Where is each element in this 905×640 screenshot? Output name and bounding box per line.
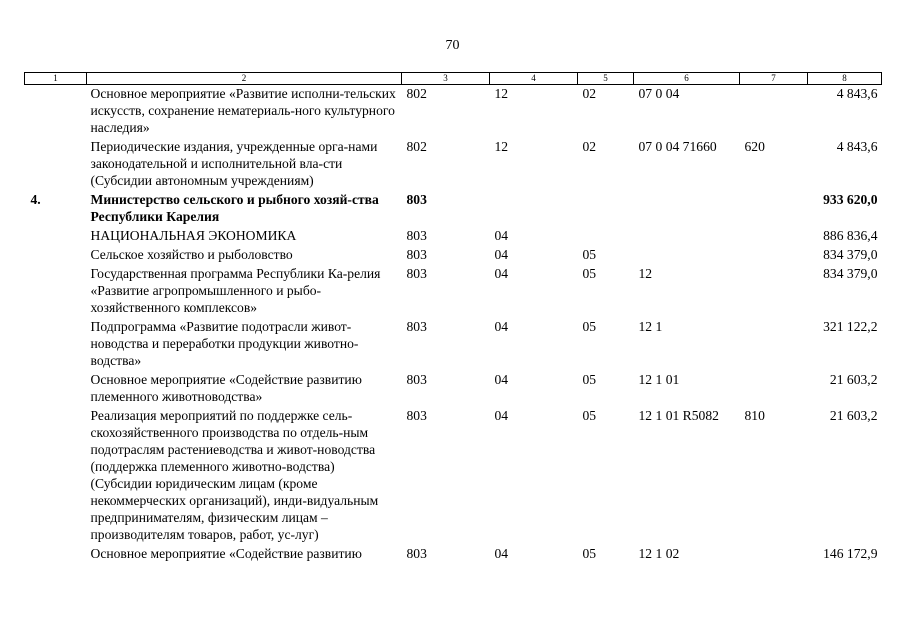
ministry-code-cell: 803 [406, 228, 427, 243]
table-row [25, 265, 882, 318]
column-header: 5 [578, 73, 634, 85]
table-body [25, 85, 882, 565]
table-row [25, 407, 882, 545]
table-row [25, 138, 882, 191]
section-code-cell: 04 [494, 546, 509, 561]
item-name-cell: Периодические издания, учрежденные орга-нами законодательной и исполнительной вла-сти (Субсидии автономным учреждениям) [90, 139, 378, 188]
item-name-cell: Основное мероприятие «Содействие развитию [90, 546, 362, 561]
column-header: 3 [402, 73, 490, 85]
table-row [25, 227, 882, 246]
subsection-code-cell: 05 [582, 319, 597, 334]
row-number-cell [25, 407, 87, 545]
row-number-cell [25, 265, 87, 318]
amount-cell: 146 172,9 [823, 546, 878, 561]
section-code-cell: 04 [494, 228, 509, 243]
target-article-cell: 12 1 [638, 319, 663, 334]
ministry-code-cell: 803 [406, 408, 427, 423]
section-code-cell: 04 [494, 319, 509, 334]
row-number-cell [25, 318, 87, 371]
target-article-cell [634, 227, 740, 246]
expense-type-cell [740, 265, 808, 318]
row-number-cell [25, 138, 87, 191]
amount-cell: 834 379,0 [823, 247, 878, 262]
subsection-code-cell [578, 191, 634, 227]
table-row [25, 246, 882, 265]
row-number-cell [25, 227, 87, 246]
target-article-cell: 12 1 01 R5082 [638, 408, 719, 423]
subsection-code-cell: 05 [582, 266, 597, 281]
subsection-code-cell [578, 227, 634, 246]
item-name-cell: Подпрограмма «Развитие подотрасли живот-новодства и переработки продукции животно-водства» [90, 319, 359, 368]
expense-type-cell: 810 [744, 408, 765, 423]
section-code-cell [490, 191, 578, 227]
expense-type-cell: 620 [744, 139, 765, 154]
target-article-cell: 12 1 02 [638, 546, 680, 561]
item-name-cell: Государственная программа Республики Ка-релия «Развитие агропромышленного и рыбо-хозяйственного комплексов» [90, 266, 381, 315]
row-number-cell [25, 246, 87, 265]
subsection-code-cell: 05 [582, 546, 597, 561]
item-name-cell: Основное мероприятие «Развитие исполни-тельских искусств, сохранение нематериаль-ного культурного наследия» [90, 86, 396, 135]
amount-cell: 21 603,2 [829, 408, 878, 423]
column-header: 2 [87, 73, 402, 85]
target-article-cell: 12 1 01 [638, 372, 680, 387]
ministry-code-cell: 803 [406, 247, 427, 262]
expense-type-cell [740, 371, 808, 407]
section-code-cell: 04 [494, 247, 509, 262]
page-number: 70 [445, 38, 460, 53]
section-code-cell: 12 [494, 139, 509, 154]
amount-cell: 834 379,0 [823, 266, 878, 281]
amount-cell: 933 620,0 [823, 192, 878, 207]
section-code-cell: 04 [494, 372, 509, 387]
column-number-header [25, 73, 882, 85]
budget-table [24, 72, 882, 564]
table-row [25, 85, 882, 139]
row-number-cell [25, 545, 87, 564]
item-name-cell: НАЦИОНАЛЬНАЯ ЭКОНОМИКА [90, 228, 297, 243]
column-header: 7 [740, 73, 808, 85]
amount-cell: 4 843,6 [836, 139, 878, 154]
target-article-cell [634, 191, 740, 227]
item-name-cell: Реализация мероприятий по поддержке сель-скохозяйственного производства по отдель-ным подотраслям растениеводства и живот-новодства (поддержка племенного животно-водства) (Субсидии юридическим лицам (кроме некоммерческих организаций), инди-видуальным предпринимателям, физическим лицам – производителям товаров, работ, ус-луг) [90, 408, 379, 542]
column-header: 6 [634, 73, 740, 85]
expense-type-cell [740, 246, 808, 265]
expense-type-cell [740, 227, 808, 246]
section-code-cell: 04 [494, 266, 509, 281]
ministry-code-cell: 803 [406, 372, 427, 387]
subsection-code-cell: 02 [582, 139, 597, 154]
section-code-cell: 12 [494, 86, 509, 101]
subsection-code-cell: 05 [582, 408, 597, 423]
row-number-cell: 4. [30, 192, 41, 207]
expense-type-cell [740, 191, 808, 227]
amount-cell: 4 843,6 [836, 86, 878, 101]
target-article-cell [634, 246, 740, 265]
expense-type-cell [740, 318, 808, 371]
column-header: 4 [490, 73, 578, 85]
row-number-cell [25, 371, 87, 407]
amount-cell: 886 836,4 [823, 228, 878, 243]
table-row [25, 191, 882, 227]
item-name-cell: Основное мероприятие «Содействие развитию племенного животноводства» [90, 372, 362, 404]
ministry-code-cell: 803 [406, 319, 427, 334]
column-header: 1 [25, 73, 87, 85]
row-number-cell [25, 85, 87, 139]
ministry-code-cell: 802 [406, 139, 427, 154]
amount-cell: 321 122,2 [823, 319, 878, 334]
column-header: 8 [808, 73, 882, 85]
subsection-code-cell: 02 [582, 86, 597, 101]
ministry-code-cell: 803 [406, 192, 427, 207]
subsection-code-cell: 05 [582, 247, 597, 262]
table-row [25, 318, 882, 371]
table-row [25, 371, 882, 407]
expense-type-cell [740, 85, 808, 139]
section-code-cell: 04 [494, 408, 509, 423]
target-article-cell: 12 [638, 266, 653, 281]
ministry-code-cell: 803 [406, 546, 427, 561]
item-name-cell: Сельское хозяйство и рыболовство [90, 247, 293, 262]
ministry-code-cell: 803 [406, 266, 427, 281]
amount-cell: 21 603,2 [829, 372, 878, 387]
ministry-code-cell: 802 [406, 86, 427, 101]
item-name-cell: Министерство сельского и рыбного хозяй-ства Республики Карелия [90, 192, 379, 224]
subsection-code-cell: 05 [582, 372, 597, 387]
target-article-cell: 07 0 04 [638, 86, 680, 101]
expense-type-cell [740, 545, 808, 564]
target-article-cell: 07 0 04 71660 [638, 139, 717, 154]
table-row [25, 545, 882, 564]
